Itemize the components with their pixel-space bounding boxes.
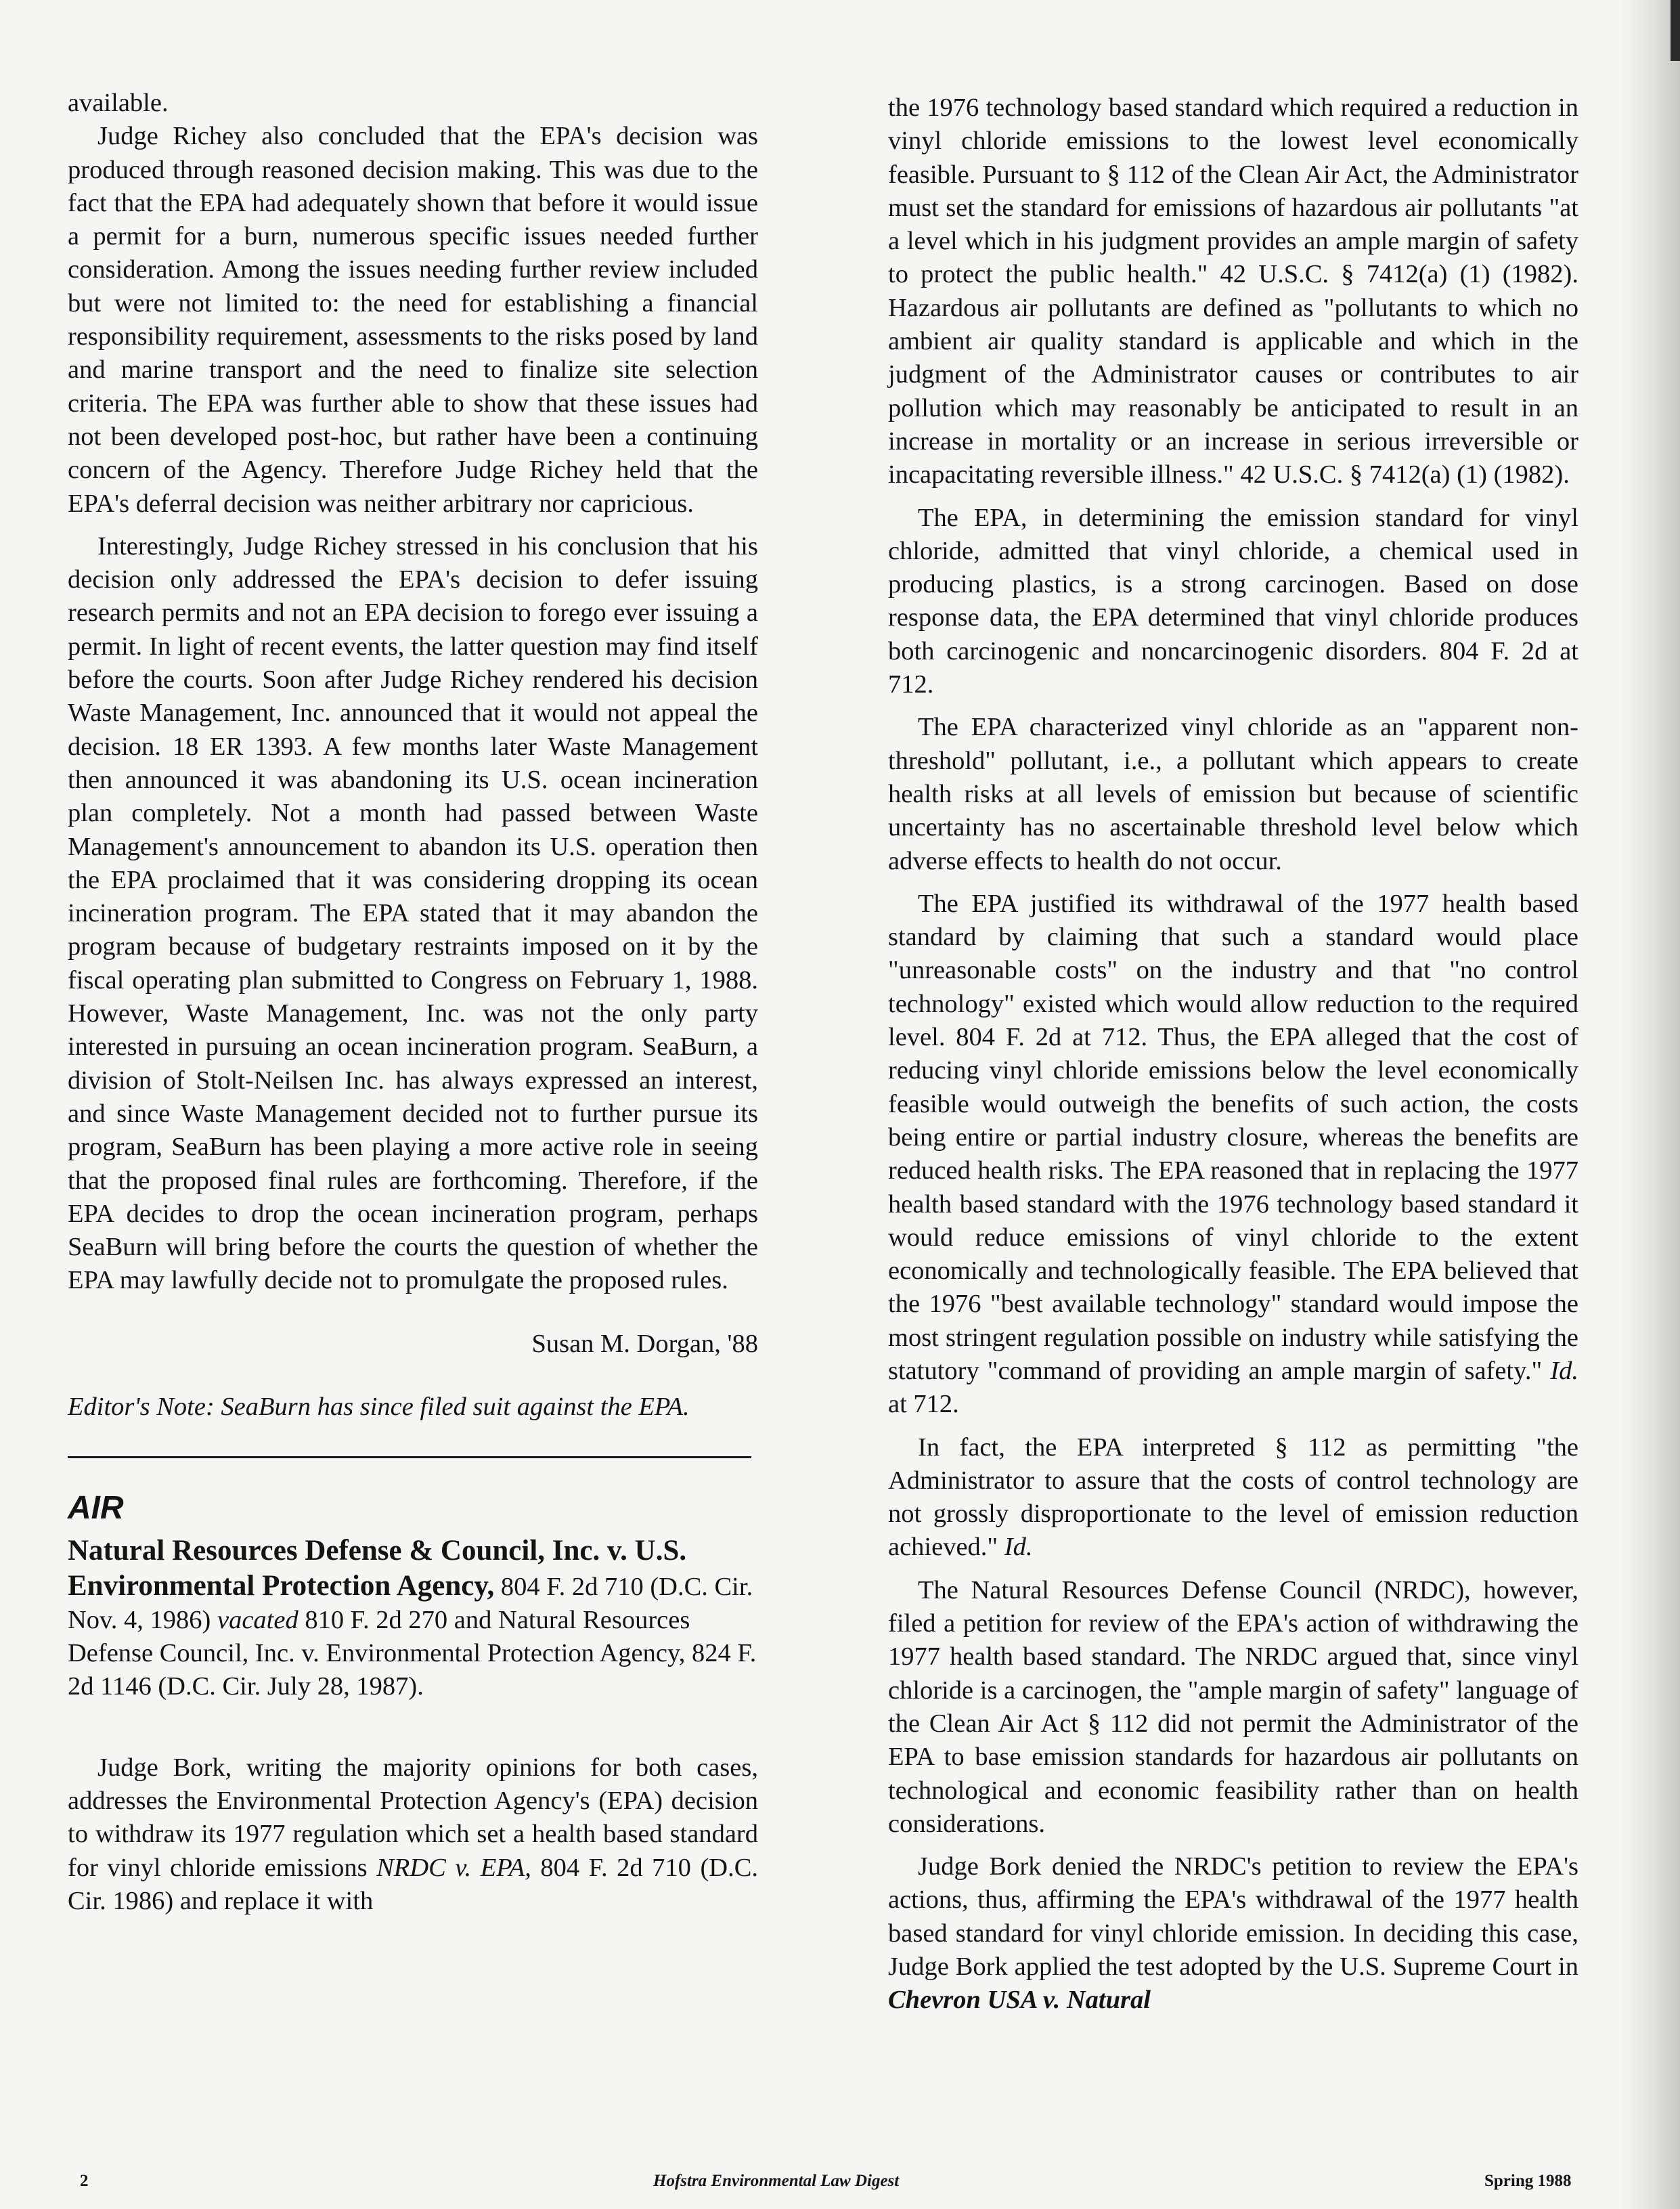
paragraph [888,1850,1578,2017]
paragraph-text: Judge Bork denied the NRDC's petition to review the EPA's actions, thus, affirming the EPA's withdrawal of the 1977 health based standard for vinyl chloride emission. In deciding this case, Judge Bork applied the test adopted by the U.S. Supreme Court in [888,1852,1578,1982]
case-name-italic: Chevron USA v. Natural [888,1986,1151,2015]
paragraph-text: The EPA justified its withdrawal of the 1977 health based standard by claiming that such a standard would place "unreasonable costs" on the industry and that "no control technology" existed which would allow reduction to the required level. 804 F. 2d at 712. Thus, the EPA alleged that the cost of reducing vinyl chloride emissions below the level economically feasible would outweigh the benefits of such action, the costs being entire or partial industry closure, whereas the benefits are reduced health risks. The EPA reasoned that in replacing the 1977 health based standard with the 1976 technology based standard it would reduce emissions of vinyl chloride to the extent economically and technologically feasible. The EPA believed that the 1976 "best available technology" standard would impose the most stringent regulation possible on industry while satisfying the statutory "command of providing an ample margin of safety." [888,889,1578,1385]
paragraph-text: In fact, the EPA interpreted § 112 as permitting "the Administrator to assure that the costs of control technology are not grossly disproportionate to the level of emission reduction achieved." [888,1432,1578,1562]
paragraph-text: at 712. [888,1390,959,1419]
paragraph [888,888,1578,1422]
issue-season: Spring 1988 [1484,2172,1572,2190]
paragraph: Judge Richey also concluded that the EPA's decision was produced through reasoned decision making. This was due to the fact that the EPA had adequately shown that before it would issue a permit for a burn, numerous specific issues needed further consideration. Among the issues needing further review included but were not limited to: the need for establishing a financial responsibility requirement, assessments to the risks posed by land and marine transport and the need to finalize site selection criteria. The EPA was further able to show that these issues had not been developed post-hoc, but rather have been a continuing concern of the Agency. Therefore Judge Richey held that the EPA's deferral decision was neither arbitrary nor capricious. [68,122,758,518]
case-vacated: vacated [217,1605,299,1634]
author-signature: Susan M. Dorgan, '88 [531,1329,758,1358]
paragraph [888,1431,1578,1565]
paragraph: The Natural Resources Defense Council (NRDC), however, filed a petition for review of the EPA's action of withdrawing the 1977 health based standard. The NRDC argued that, since vinyl chloride is a carcinogen, the "ample margin of safety" language of the Clean Air Act § 112 did not permit the Administrator of the EPA to base emission standards for hazardous air pollutants on technological and economic feasibility rather than on health considerations. [888,1575,1578,1838]
case-citation-text [68,1534,758,1703]
page-corner-shadow [1671,0,1680,61]
left-column [68,87,758,1918]
paragraph: The EPA, in determining the emission standard for vinyl chloride, admitted that vinyl chloride, a chemical used in producing plastics, is a strong carcinogen. Based on dose response data, the EPA determined that vinyl chloride produces both carcinogenic and noncarcinogenic disorders. 804 F. 2d at 712. [888,503,1578,699]
case-title: Natural Resources Defense & Council, Inc. v. U.S. Environmental Protection Agency, [68,1535,687,1602]
paragraph: the 1976 technology based standard which required a reduction in vinyl chloride emissions to the lowest level economically feasible. Pursuant to § 112 of the Clean Air Act, the Administrator must set the standard for emissions of hazardous air pollutants "at a level which in his judgment provides an ample margin of safety to protect the public health." 42 U.S.C. § 7412(a) (1) (1982). Hazardous air pollutants are defined as "pollutants to which no ambient air quality standard is applicable and which in the judgment of the Administrator causes or contributes to air pollution which may reasonably be anticipated to result in an increase in mortality or an increase in serious irreversible or incapacitating reversible illness." 42 U.S.C. § 7412(a) (1) (1982). [888,93,1578,489]
page-edge-shadow [1619,0,1680,2209]
journal-title: Hofstra Environmental Law Digest [653,2172,900,2190]
paragraph-text: 804 F. 2d 710 (D.C. Cir. 1986) and replace it with [68,1853,758,1915]
section-heading: AIR [68,1490,124,1527]
paragraph: available. [68,89,169,117]
paragraph: The EPA characterized vinyl chloride as an "apparent non-threshold" pollutant, i.e., a pollutant which appears to create health risks at all levels of emission but because of scientific uncertainty has no ascertainable threshold level below which adverse effects to health do not occur. [888,713,1578,875]
case-cite-2: 810 F. 2d 270 and Natural Resources Defense Council, Inc. v. Environmental Protection Agency, 824 F. 2d 1146 (D.C. Cir. July 28, 1987). [68,1605,757,1701]
paragraph-text: Judge Bork, writing the majority opinions for both cases, addresses the Environmental Protection Agency's (EPA) decision to withdraw its 1977 regulation which set a health based standard for vinyl chloride emissions [68,1753,758,1882]
id-cite: Id. [1550,1356,1578,1385]
right-column [888,91,1578,2017]
page-number: 2 [80,2172,89,2190]
id-cite: Id. [1004,1533,1033,1562]
case-cite: 804 F. 2d 710 (D.C. Cir. Nov. 4, 1986) [68,1572,753,1634]
section-divider [68,1456,751,1458]
editor-note: Editor's Note: SeaBurn has since filed suit against the EPA. [68,1392,690,1421]
paragraph: Interestingly, Judge Richey stressed in his conclusion that his decision only addressed the EPA's decision to defer issuing research permits and not an EPA decision to forego ever issuing a permit. In light of recent events, the latter question may find itself before the courts. Soon after Judge Richey rendered his decision Waste Management, Inc. announced that it would not appeal the decision. 18 ER 1393. A few months later Waste Management then announced it was abandoning its U.S. ocean incineration plan completely. Not a month had passed between Waste Management's announcement to abandon its U.S. operation then the EPA proclaimed that it was considering dropping its ocean incineration program. The EPA stated that it may abandon the program because of budgetary restraints imposed on it by the fiscal operating plan submitted to Congress on February 1, 1988. However, Waste Management, Inc. was not the only party interested in pursuing an ocean incineration program. SeaBurn, a division of Stolt-Neilsen Inc. has always expressed an interest, and since Waste Management decided not to further pursue its program, SeaBurn has been playing a more active role in seeing that the proposed final rules are forthcoming. Therefore, if the EPA decides to drop the ocean incineration program, perhaps SeaBurn will bring before the courts the question of whether the EPA may lawfully decide not to promulgate the proposed rules. [68,531,758,1295]
paragraph [68,1751,758,1918]
case-cite-italic: NRDC v. EPA, [376,1853,531,1882]
case-citation [68,1534,758,1703]
